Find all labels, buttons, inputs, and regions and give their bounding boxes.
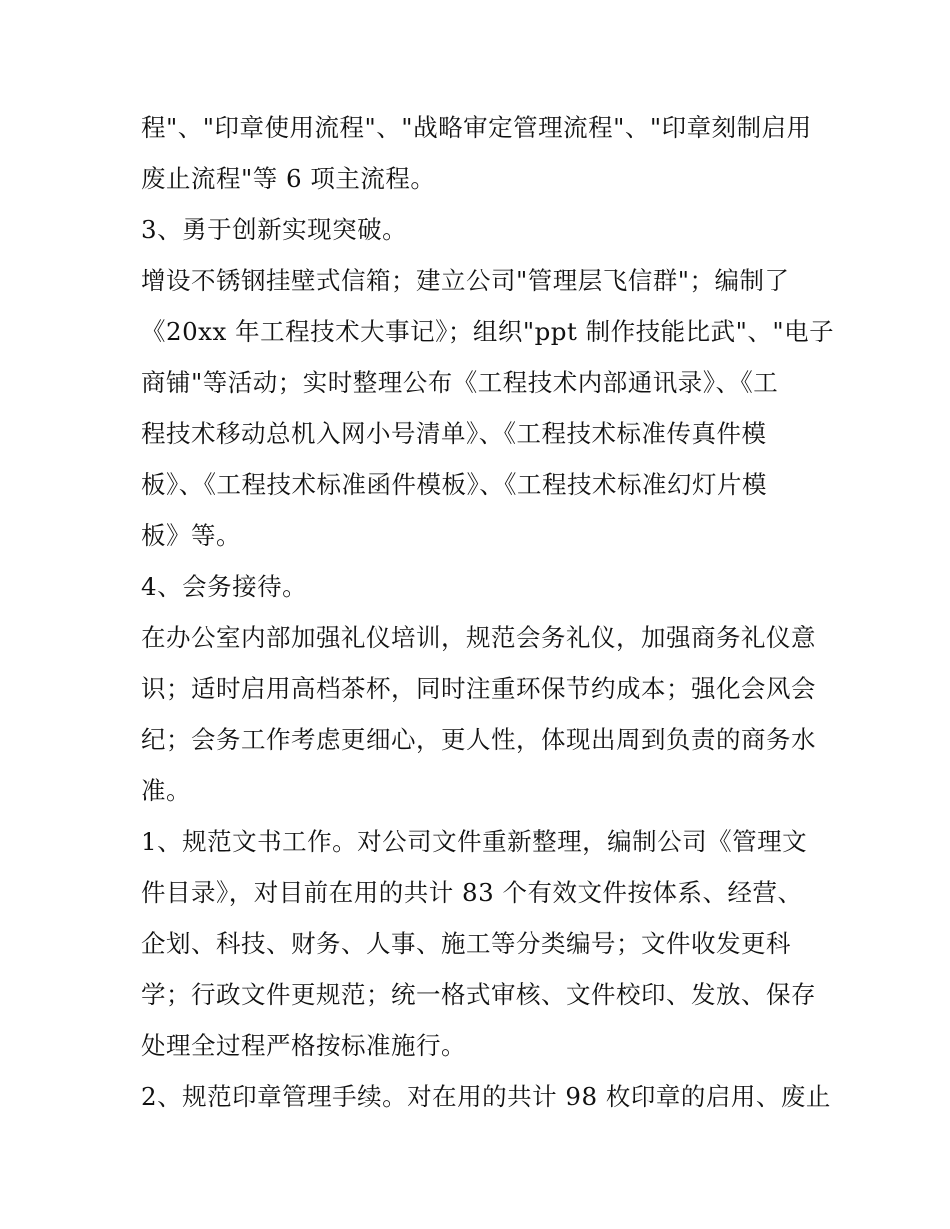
text-line: 纪；会务工作考虑更细心，更人性，体现出周到负责的商务水	[141, 725, 816, 754]
text-line: 学；行政文件更规范；统一格式审核、文件校印、发放、保存	[141, 980, 816, 1009]
section-heading: 3、勇于创新实现突破。	[141, 215, 408, 244]
text-line: 程技术移动总机入网小号清单》、《工程技术标准传真件模	[141, 419, 767, 448]
text-line: 准。	[141, 776, 191, 805]
text-line: 废止流程"等 6 项主流程。	[141, 164, 436, 193]
text-line: 企划、科技、财务、人事、施工等分类编号；文件收发更科	[141, 929, 791, 958]
text-line: 板》、《工程技术标准函件模板》、《工程技术标准幻灯片模	[141, 470, 767, 499]
text-line: 程"、"印章使用流程"、"战略审定管理流程"、"印章刻制启用	[141, 113, 812, 142]
text-line: 识；适时启用高档茶杯，同时注重环保节约成本；强化会风会	[141, 674, 816, 703]
text-line: 商铺"等活动；实时整理公布《工程技术内部通讯录》、《工	[141, 368, 779, 397]
text-line: 处理全过程严格按标准施行。	[141, 1031, 466, 1060]
text-line: 件目录》，对目前在用的共计 83 个有效文件按体系、经营、	[141, 878, 803, 907]
text-line: 《20xx 年工程技术大事记》；组织"ppt 制作技能比武"、"电子	[141, 317, 835, 346]
section-heading: 4、会务接待。	[141, 572, 308, 601]
text-line: 增设不锈钢挂壁式信箱；建立公司"管理层飞信群"；编制了	[141, 266, 790, 295]
text-line: 在办公室内部加强礼仪培训，规范会务礼仪，加强商务礼仪意	[141, 623, 816, 652]
text-line: 板》等。	[141, 521, 241, 550]
text-line: 2、规范印章管理手续。对在用的共计 98 枚印章的启用、废止	[141, 1082, 831, 1111]
text-line: 1、规范文书工作。对公司文件重新整理，编制公司《管理文	[141, 827, 808, 856]
